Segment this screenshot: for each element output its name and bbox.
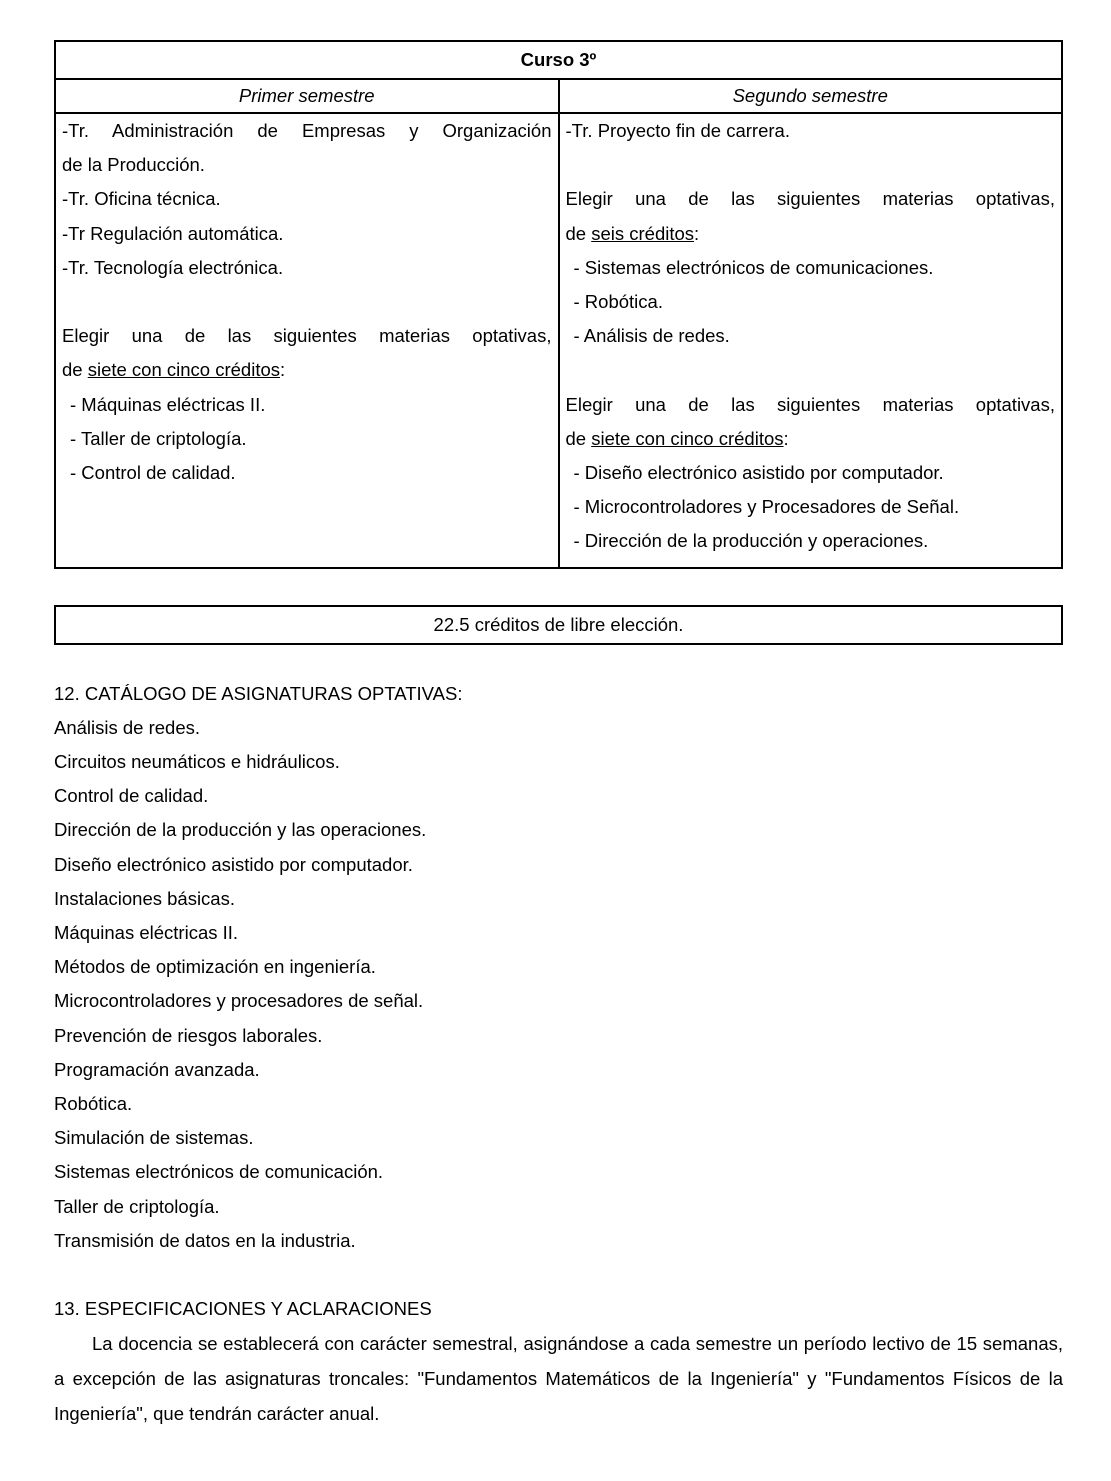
catalog-item: Máquinas eléctricas II.	[54, 922, 239, 944]
catalog-item: Instalaciones básicas.	[54, 887, 235, 909]
section-13-title: 13. ESPECIFICACIONES Y ACLARACIONES	[54, 1298, 432, 1320]
optativa-item: - Sistemas electrónicos de comunicaciones.	[573, 256, 934, 278]
credits-underlined: siete con cinco créditos	[87, 359, 281, 381]
intro-suffix: :	[280, 359, 286, 381]
optativas-intro	[566, 422, 1056, 456]
intro-prefix: de	[565, 427, 592, 449]
catalog-item: Circuitos neumáticos e hidráulicos.	[54, 751, 340, 773]
catalog-item: Análisis de redes.	[54, 716, 201, 738]
optativa-item: - Robótica.	[573, 291, 663, 312]
catalog-item: Taller de criptología.	[54, 1195, 220, 1217]
optativas-intro	[566, 217, 1056, 251]
troncal-line: de la Producción.	[62, 154, 205, 176]
catalog-item: Dirección de la producción y las operaciones.	[54, 819, 427, 841]
optativa-item: - Máquinas eléctricas II.	[70, 393, 266, 415]
section-12-title: 12. CATÁLOGO DE ASIGNATURAS OPTATIVAS:	[54, 682, 463, 704]
catalog-item: Control de calidad.	[54, 785, 209, 807]
curso-table	[54, 40, 1063, 569]
primer-semestre-cell	[55, 113, 559, 568]
spacer	[62, 285, 552, 319]
curso-title: Curso 3º	[55, 41, 1062, 79]
optativas-intro: Elegir una de las siguientes materias optativas,	[565, 188, 1055, 210]
intro-suffix: :	[783, 427, 789, 449]
troncal-line: -Tr. Tecnología electrónica.	[62, 256, 284, 278]
document-page	[54, 40, 1063, 1431]
optativa-item: - Microcontroladores y Procesadores de Señal.	[573, 496, 960, 518]
troncal-line: -Tr. Administración de Empresas y Organización	[62, 120, 552, 141]
libre-eleccion-box: 22.5 créditos de libre elección.	[54, 605, 1063, 645]
spacer	[566, 353, 1056, 387]
optativa-item: - Taller de criptología.	[70, 427, 247, 449]
troncal-line: -Tr. Proyecto fin de carrera.	[565, 120, 790, 141]
credits-underlined: siete con cinco créditos	[591, 427, 784, 449]
intro-suffix: :	[694, 222, 700, 244]
intro-prefix: de	[62, 359, 88, 381]
catalog-item: Sistemas electrónicos de comunicación.	[54, 1161, 384, 1183]
catalog-item: Simulación de sistemas.	[54, 1127, 254, 1149]
segundo-semestre-cell	[559, 113, 1063, 568]
optativa-item: - Diseño electrónico asistido por computador.	[573, 462, 944, 483]
primer-semestre-header: Primer semestre	[55, 79, 559, 113]
catalog-item: Microcontroladores y procesadores de señal.	[54, 990, 424, 1012]
catalog-item: Diseño electrónico asistido por computador.	[54, 853, 413, 875]
troncal-line: -Tr. Oficina técnica.	[62, 188, 221, 210]
optativa-item: - Análisis de redes.	[573, 325, 730, 347]
section-13-paragraph: La docencia se establecerá con carácter semestral, asignándose a cada semestre un período lectivo de 15 semanas, a excepción de las asignaturas troncales: "Fundamentos Matemáticos de la Ingeniería" y "Fundamentos Físicos de la Ingeniería", que tendrán carácter anual.	[54, 1333, 1063, 1425]
catalog-list	[54, 711, 1063, 1258]
optativa-item: - Dirección de la producción y operaciones.	[573, 530, 929, 552]
credits-underlined: seis créditos	[591, 222, 695, 244]
optativas-intro: Elegir una de las siguientes materias optativas,	[565, 393, 1055, 415]
catalog-item: Prevención de riesgos laborales.	[54, 1024, 323, 1046]
catalog-item: Métodos de optimización en ingeniería.	[54, 956, 376, 978]
catalog-item: Programación avanzada.	[54, 1058, 260, 1080]
catalog-item: Robótica.	[54, 1093, 133, 1115]
spacer	[566, 148, 1056, 182]
optativas-intro: Elegir una de las siguientes materias optativas,	[62, 325, 552, 347]
troncal-line: -Tr Regulación automática.	[62, 222, 284, 244]
segundo-semestre-header: Segundo semestre	[559, 79, 1063, 113]
optativas-intro	[62, 353, 552, 387]
optativa-item: - Control de calidad.	[70, 462, 236, 484]
intro-prefix: de	[565, 222, 592, 244]
catalog-item: Transmisión de datos en la industria.	[54, 1229, 356, 1251]
